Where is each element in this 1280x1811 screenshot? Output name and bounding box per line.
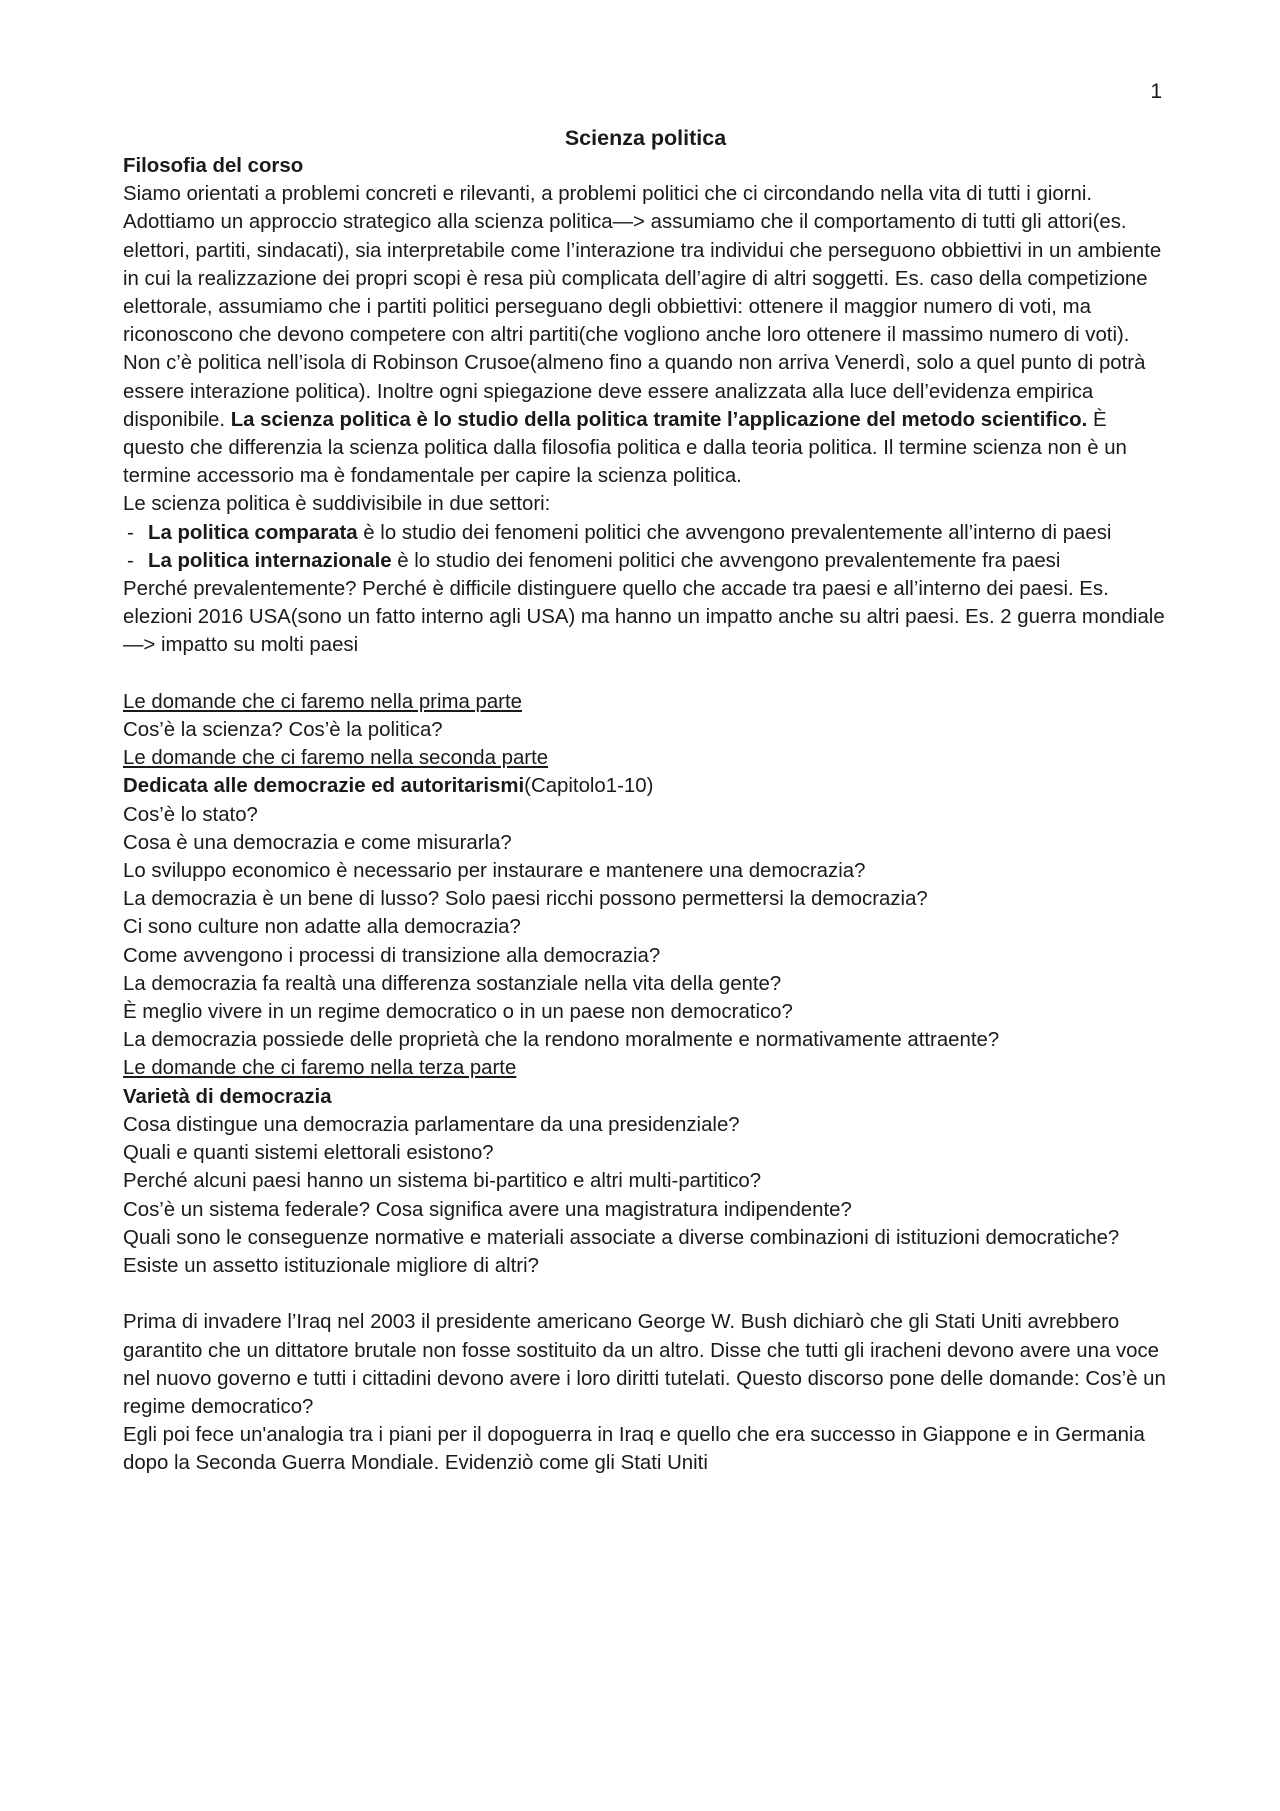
part1-heading: Le domande che ci faremo nella prima parte [123,690,522,713]
paragraph-definition-end: È questo che differenzia la scienza politica dalla filosofia politica e dalla teoria politica. Il termine scienza non è un termine accessorio ma è fondamentale per capire la scienza politica. [123,408,1127,488]
question-item: Cos’è un sistema federale? Cosa significa avere una magistratura indipendente? [123,1198,852,1221]
question-item: La democrazia fa realtà una differenza sostanziale nella vita della gente? [123,972,782,995]
question-item: Cosa è una democrazia e come misurarla? [123,831,512,854]
question-item: È meglio vivere in un regime democratico o in un paese non democratico? [123,1001,793,1024]
bullet-dash: - [127,521,134,544]
document-page [123,124,1168,1478]
question-item: La democrazia possiede delle proprietà che la rendono moralmente e normativamente attraente? [123,1029,1000,1052]
question-item: Cosa distingue una democrazia parlamentare da una presidenziale? [123,1113,740,1136]
document-title: Scienza politica [564,126,727,150]
question-item: Come avvengono i processi di transizione alla democrazia? [123,944,661,967]
sectors-list [123,519,1168,575]
sector-description: è lo studio dei fenomeni politici che avvengono prevalentemente fra paesi [391,549,1061,572]
question-item: Cos’è lo stato? [123,803,258,826]
question-item: La democrazia è un bene di lusso? Solo paesi ricchi possono permettersi la democrazia? [123,888,928,911]
part2-subheading-chapters: (Capitolo1-10) [524,775,654,798]
question-item: Lo sviluppo economico è necessario per instaurare e mantenere una democrazia? [123,860,866,883]
question-item: Esiste un assetto istituzionale migliore di altri? [123,1254,539,1277]
sector-description: è lo studio dei fenomeni politici che avvengono prevalentemente all’interno di paesi [357,521,1112,544]
paragraph-prevalentemente: Perché prevalentemente? Perché è difficile distinguere quello che accade tra paesi e all’interno dei paesi. Es. elezioni 2016 USA(sono un fatto interno agli USA) ma hanno un impatto anche su altri paesi. Es. 2 guerra mondiale—> impatto su molti paesi [123,578,1165,657]
paragraph-iraq: Prima di invadere l’Iraq nel 2003 il presidente americano George W. Bush dichiarò che gli Stati Uniti avrebbero garantito che un dittatore brutale non fosse sostituito da un altro. Disse che tutti gli iracheni devono avere una voce nel nuovo governo e tutti i cittadini devono avere i loro diritti tutelati. Questo discorso pone delle domande: Cos’è un regime democratico? [123,1311,1166,1418]
paragraph-sectors-intro: Le scienza politica è suddivisibile in due settori: [123,493,551,516]
paragraph-analogy: Egli poi fece un'analogia tra i piani per il dopoguerra in Iraq e quello che era successo in Giappone e in Germania dopo la Seconda Guerra Mondiale. Evidenziò come gli Stati Uniti [123,1424,1145,1475]
page-number: 1 [1150,80,1162,103]
paragraph-definition [123,349,1168,490]
spacer [123,1280,1168,1308]
definition-bold: La scienza politica è lo studio della politica tramite l’applicazione del metodo scientifico. [230,408,1088,431]
question-item: Quali e quanti sistemi elettorali esistono? [123,1142,494,1165]
section-heading-filosofia: Filosofia del corso [123,155,304,177]
sector-item-comparata [123,519,1168,547]
part2-heading: Le domande che ci faremo nella seconda parte [123,747,549,770]
bullet-dash: - [127,549,134,572]
spacer [123,660,1168,688]
part3-heading: Le domande che ci faremo nella terza parte [123,1057,517,1080]
question-item: Perché alcuni paesi hanno un sistema bi-partitico e altri multi-partitico? [123,1170,762,1193]
sector-item-internazionale [123,547,1168,575]
sector-name: La politica internazionale [148,549,392,572]
part2-subheading-bold: Dedicata alle democrazie ed autoritarismi [123,775,525,798]
question-item: Quali sono le conseguenze normative e materiali associate a diverse combinazioni di istituzioni democratiche? [123,1226,1120,1249]
part3-subheading: Varietà di democrazia [123,1085,332,1108]
paragraph-definition-start: Non c’è politica nell’isola di Robinson Crusoe(almeno fino a quando non arriva Venerdì, solo a quel punto di potrà essere interazione politica). Inoltre ogni spiegazione deve essere analizzata alla luce dell’evidenza empirica disponibile. [123,352,1146,431]
question-item: Ci sono culture non adatte alla democrazia? [123,916,521,939]
part2-subheading [123,772,1168,800]
sector-name: La politica comparata [148,521,358,544]
part1-text: Cos’è la scienza? Cos’è la politica? [123,719,443,742]
paragraph-approach: Siamo orientati a problemi concreti e rilevanti, a problemi politici che ci circondando nella vita di tutti i giorni. Adottiamo un approccio strategico alla scienza politica—> assumiamo che il comportamento di tutti gli attori(es. elettori, partiti, sindacati), sia interpretabile come l’interazione tra individui che perseguono obbiettivi in un ambiente in cui la realizzazione dei propri scopi è resa più complicata dell’agire di altri soggetti. Es. caso della competizione elettorale, assumiamo che i partiti politici perseguano degli obbiettivi: ottenere il maggior numero di voti, ma riconoscono che devono competere con altri partiti(che vogliono anche loro ottenere il massimo numero di voti). [123,183,1162,347]
